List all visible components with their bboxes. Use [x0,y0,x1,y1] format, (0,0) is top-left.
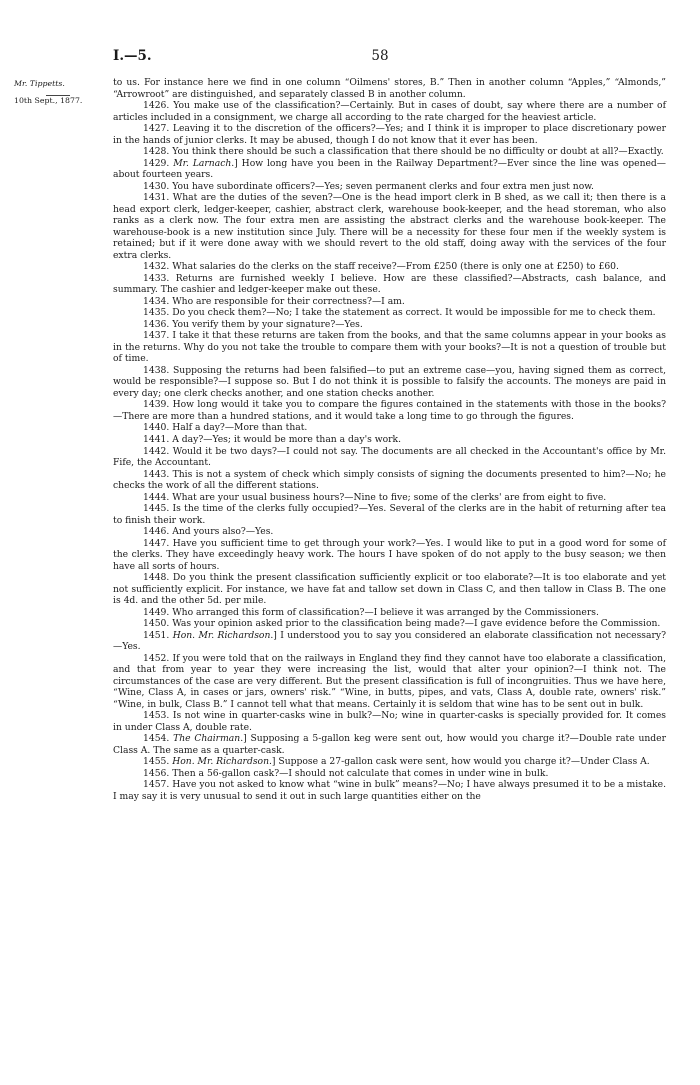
paragraph: 1434. Who are responsible for their correctness?—I am. [143,295,405,307]
paragraph: 1439. How long would it take you to compare the figures contained in the statements with those in the books?—There are more than a hundred stations, and it would take a long time to go through the figures. [113,399,666,422]
paragraph: 1440. Half a day?—More than that. [143,422,308,434]
paragraph: 1453. Is not wine in quarter-casks wine in bulk?—No; wine in quarter-casks is specially provided for. It comes in under Class A, double rate. [113,710,666,733]
speaker-name: Hon. Mr. Richardson [172,629,271,641]
paragraph: 1455. Hon. Mr. Richardson.] Suppose a 27-gallon cask were sent, how would you charge it?—Under Class A. [143,756,650,768]
paragraph: 1448. Do you think the present classification sufficiently explicit or too elaborate?—It is too elaborate and yet not sufficiently explicit. For instance, we have fat and tallow set down in Class C, and then tallow in Class B. The one is 4d. and the other 5d. per mile. [113,572,666,607]
paragraph: 1428. You think there should be such a classification that there should be no difficulty or doubt at all?—Exactly. [143,146,664,158]
paragraph: 1435. Do you check them?—No; I take the statement as correct. It would be impossible for me to check them. [143,307,656,319]
paragraph: 1446. And yours also?—Yes. [143,526,274,538]
margin-note [14,78,106,106]
paragraph: 1430. You have subordinate officers?—Yes; seven permanent clerks and four extra men just now. [143,180,594,192]
document-reference: I.—5. [113,48,152,64]
paragraph: 1432. What salaries do the clerks on the staff receive?—From £250 (there is only one at £250) to £60. [143,261,619,273]
paragraph: 1436. You verify them by your signature?—Yes. [143,318,363,330]
paragraph: 1437. I take it that these returns are taken from the books, and that the same columns appear in your books as in the returns. Why do you not take the trouble to compare them with your books?—It is not a question of trouble but of time. [113,330,666,365]
paragraph: 1427. Leaving it to the discretion of the officers?—Yes; and I think it is improper to place discretionary power in the hands of junior clerks. It may be abused, though I do not know that it ever has been. [113,123,666,146]
paragraph: 1429. Mr. Larnach.] How long have you been in the Railway Department?—Ever since the line was opened—about fourteen years. [113,157,666,181]
paragraph: 1454. The Chairman.] Supposing a 5-gallon keg were sent out, how would you charge it?—Double rate under Class A. The same as a quarter-cask. [113,733,666,756]
paragraph: 1431. What are the duties of the seven?—One is the head import clerk in B shed, as we call it; then there is a head export clerk, ledger-keeper, cashier, abstract clerk, warehouse book-keeper, and the head storeman, who also ranks as a clerk now. The four extra men are assisting the abstract clerks and the warehouse book-keeper. The warehouse-book is a new institution since July. There will be a necessity for these four men if the weekly system is retained; but if it were done away with we should revert to the old staff, doing away with the services of the four extra clerks. [113,192,666,261]
paragraph: 1443. This is not a system of check which simply consists of signing the documents presented to him?—No; he checks the work of all the different stations. [113,468,666,492]
witness-name: Mr. Tippetts. [14,79,65,88]
paragraph: 1457. Have you not asked to know what “wine in bulk” means?—No; I have always presumed it to be a mistake. I may say it is very unusual to send it out in such large quantities either on the [113,779,666,802]
paragraph: 1450. Was your opinion asked prior to the classification being made?—I gave evidence before the Commission. [143,618,661,630]
evidence-text [113,77,666,802]
hearing-date: 10th Sept., 1877. [14,95,83,105]
page-number: 58 [371,48,389,64]
paragraph: 1442. Would it be two days?—I could not say. The documents are all checked in the Accountant's office by Mr. Fife, the Accountant. [113,445,666,469]
paragraph: 1433. Returns are furnished weekly I believe. How are these classified?—Abstracts, cash balance, and summary. The cashier and ledger-keeper make out these. [113,272,666,296]
speaker-name: Mr. Larnach [173,157,232,169]
paragraph: 1441. A day?—Yes; it would be more than a day's work. [143,433,402,445]
paragraph: 1438. Supposing the returns had been falsified—to put an extreme case—you, having signed them as correct, would be responsible?—I suppose so. But I do not think it is possible to falsify the accounts. The moneys are paid in every day; one clerk checks another, and one station checks another. [113,364,666,399]
paragraph: 1456. Then a 56-gallon cask?—I should not calculate that comes in under wine in bulk. [143,767,549,779]
page-header [0,48,700,68]
paragraph: 1447. Have you sufficient time to get through your work?—Yes. I would like to put in a good word for some of the clerks. They have exceedingly heavy work. The hours I have spoken of do not apply to the busy season; we then have all sorts of hours. [113,537,666,572]
speaker-name: Hon. Mr. Richardson [172,756,269,768]
paragraph: 1452. If you were told that on the railways in England they find they cannot have too elaborate a classification, and that from year to year they were increasing the list, would that alter your opinion?—I think not. The circumstances of the case are very different. But the present classification is full of incongruities. Thus we have here, “Wine, Class A, in cases or jars, owners' risk.” “Wine, in butts, pipes, and vats, Class A, double rate, owners' risk.” “Wine, in bulk, Class B.” I cannot tell what that means. Certainly it is seldom that wine has to be sent out in bulk. [113,652,666,710]
paragraph: 1444. What are your usual business hours?—Nine to five; some of the clerks' are from eight to five. [143,491,607,503]
speaker-name: The Chairman [173,733,241,745]
paragraph: to us. For instance here we find in one column “Oilmens' stores, B.” Then in another column “Apples,” “Almonds,” “Arrowroot” are distinguished, and separately classed B in another column. [113,77,666,100]
paragraph: 1451. Hon. Mr. Richardson.] I understood you to say you considered an elaborate classification not necessary?—Yes. [113,629,666,653]
paragraph: 1445. Is the time of the clerks fully occupied?—Yes. Several of the clerks are in the habit of returning after tea to finish their work. [113,503,666,526]
paragraph: 1426. You make use of the classification?—Certainly. But in cases of doubt, say where there are a number of articles included in a consignment, we charge all according to the rate charged for the heaviest article. [113,100,666,123]
paragraph: 1449. Who arranged this form of classification?—I believe it was arranged by the Commissioners. [143,606,599,618]
